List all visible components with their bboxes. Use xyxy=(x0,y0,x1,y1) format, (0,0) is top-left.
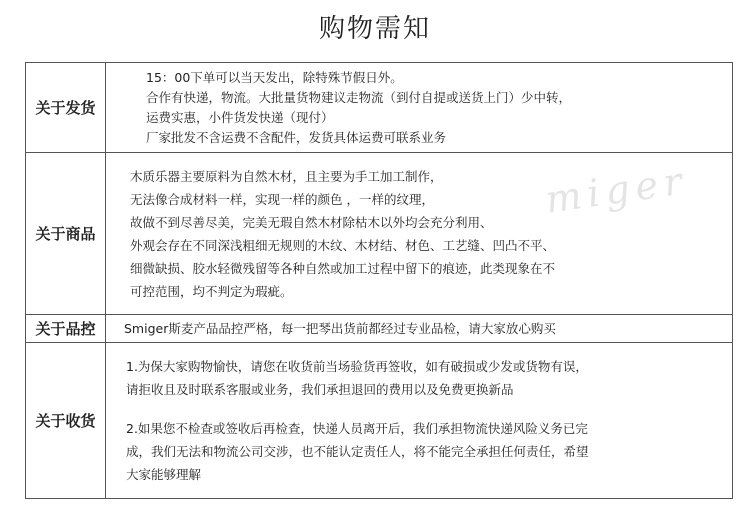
goods-line: 外观会存在不同深浅粗细无规则的木纹、木材结、材色、工艺缝、凹凸不平、 xyxy=(130,237,556,253)
shipping-row xyxy=(26,63,733,153)
shipping-line: 合作有快递，物流。大批量货物建议走物流（到付自提或送货上门）少中转， xyxy=(146,89,572,105)
quality-control-line: Smiger斯麦产品品控严格，每一把琴出货前都经过专业品检，请大家放心购买 xyxy=(124,320,556,336)
page-title: 购物需知 xyxy=(318,14,431,44)
receipt-line: 成，我们无法和物流公司交涉，也不能认定责任人，将不能完全承担任何责任，希望 xyxy=(126,444,589,459)
goods-line: 木质乐器主要原料为自然木材，且主要为手工加工制作， xyxy=(130,168,443,184)
receipt-content xyxy=(106,343,733,499)
receipt-line: 2.如果您不检查或签收后再检查，快递人员离开后，我们承担物流快递风险义务已完 xyxy=(126,421,588,436)
notice-table xyxy=(25,62,733,499)
receipt-line: 请拒收且及时联系客服或业务，我们承担退回的费用以及免费更换新品 xyxy=(126,382,514,397)
shipping-line: 厂家批发不含运费不含配件，发货具体运费可联系业务 xyxy=(146,129,447,145)
brand-watermark: miger xyxy=(542,158,691,222)
quality-control-label: 关于品控 xyxy=(26,315,106,343)
shipping-label: 关于发货 xyxy=(26,63,106,153)
goods-label: 关于商品 xyxy=(26,153,106,315)
shipping-line: 运费实惠，小件货发快递（现付） xyxy=(146,109,334,125)
goods-line: 细微缺损、胶水轻微残留等各种自然或加工过程中留下的痕迹，此类现象在不 xyxy=(130,260,556,276)
quality-control-row xyxy=(26,315,733,343)
receipt-line: 1.为保大家购物愉快，请您在收货前当场验货再签收，如有破损或少发或货物有误， xyxy=(126,359,588,374)
shipping-line: 15：00下单可以当天发出，除特殊节假日外。 xyxy=(146,69,403,85)
receipt-row xyxy=(26,343,733,499)
shipping-content xyxy=(106,63,733,153)
receipt-label: 关于收货 xyxy=(26,343,106,499)
paragraph-gap xyxy=(126,401,722,417)
goods-line: 可控范围，均不判定为瑕疵。 xyxy=(130,283,293,299)
goods-line: 故做不到尽善尽美，完美无瑕自然木材除枯木以外均会充分利用、 xyxy=(130,214,493,230)
quality-control-content xyxy=(106,315,733,343)
goods-content xyxy=(106,153,733,315)
goods-row xyxy=(26,153,733,315)
receipt-line: 大家能够理解 xyxy=(126,467,202,482)
goods-line: 无法像合成材料一样，实现一样的颜色 ，一样的纹理， xyxy=(130,191,434,207)
